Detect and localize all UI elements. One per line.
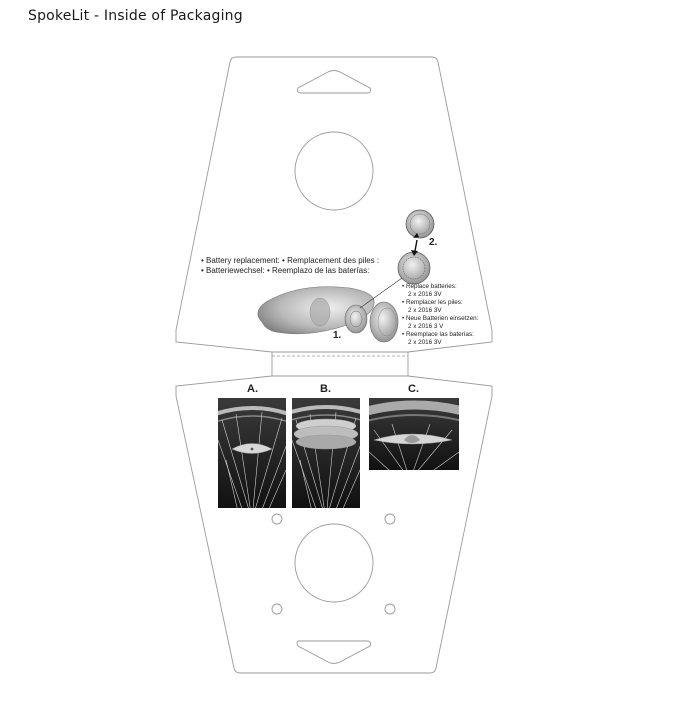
spec-line: 2 x 2016 3 V [408,323,444,330]
battery-header-line1: • Battery replacement: • Remplacement des piles : [201,256,380,265]
step-1-label: 1. [333,330,342,341]
mount-hole [385,604,395,614]
spec-line: • Reemplace las baterías: [402,331,474,338]
photo-panel-b [274,398,378,520]
hang-hole-top [297,71,370,94]
spec-line: • Remplacer les piles: [402,299,463,306]
step-2-label: 2. [429,237,438,248]
coin-cell-battery [398,252,430,284]
bottom-window-circle [295,524,373,602]
panel-label-a: A. [247,383,258,395]
mount-hole [385,514,395,524]
spec-line: 2 x 2016 3V [408,307,442,314]
spec-line: • Replace batteries: [402,283,457,290]
photo-panel-c [350,398,480,480]
battery-holder-illustration [345,305,367,333]
hang-hole-bottom [297,641,371,664]
spec-line: 2 x 2016 3V [408,339,442,346]
spec-line: 2 x 2016 3V [408,291,442,298]
cap-illustration [370,302,398,342]
coin-cell-battery [406,210,434,238]
panel-label-c: C. [408,383,419,395]
photo-panel-a [200,398,304,520]
panel-label-b: B. [320,383,331,395]
page-title: SpokeLit - Inside of Packaging [28,8,243,24]
mount-hole [272,604,282,614]
top-window-circle [295,132,373,210]
mount-hole [272,514,282,524]
battery-header-line2: • Batteriewechsel: • Reemplazo de las baterías: [201,266,370,275]
spec-line: • Neue Batterien einsetzen: [402,315,479,322]
